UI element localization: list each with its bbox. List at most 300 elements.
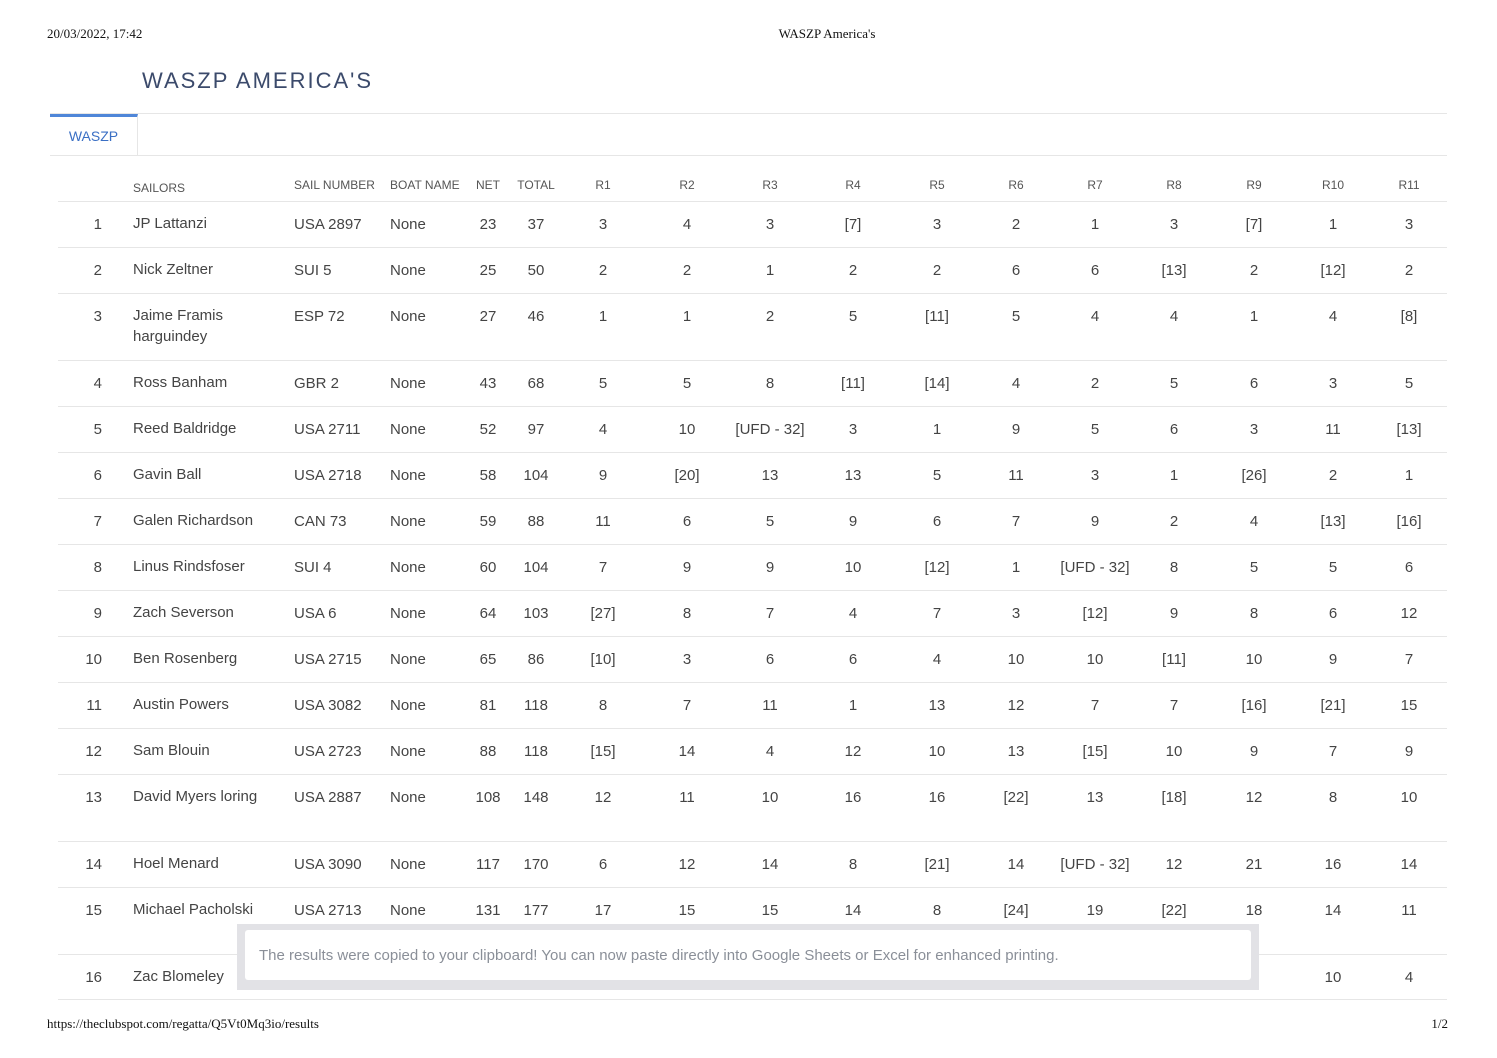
race-result-cell: 5 — [932, 467, 942, 484]
boat-name-cell: None — [390, 375, 426, 392]
race-result-cell: 7 — [1090, 697, 1100, 714]
race-result-cell: 11 — [595, 513, 611, 530]
net-points-cell: 65 — [479, 651, 497, 668]
race-result-cell: 3 — [1249, 421, 1259, 438]
race-result-cell: [14] — [924, 375, 950, 392]
tab-divider — [50, 155, 1447, 156]
race-result-cell: [UFD - 32] — [735, 421, 805, 438]
race-result-cell: 14 — [1007, 856, 1025, 873]
print-page-number: 1/2 — [1431, 1016, 1448, 1031]
net-points-cell: 64 — [479, 605, 497, 622]
race-result-cell: 13 — [1086, 789, 1104, 806]
race-result-cell: [27] — [590, 605, 616, 622]
sail-number-cell: GBR 2 — [294, 375, 340, 392]
column-header: R1 — [595, 178, 611, 192]
position-cell: 9 — [93, 605, 102, 622]
net-points-cell: 88 — [479, 743, 497, 760]
race-result-cell: 10 — [761, 789, 779, 806]
print-date: 20/03/2022, 17:42 — [47, 26, 143, 41]
race-result-cell: 9 — [1169, 605, 1179, 622]
race-result-cell: 9 — [1328, 651, 1338, 668]
table-row — [58, 453, 1447, 499]
column-header: R3 — [762, 178, 778, 192]
race-result-cell: 12 — [1245, 789, 1263, 806]
race-result-cell: 4 — [848, 605, 858, 622]
position-cell: 13 — [85, 789, 102, 806]
net-points-cell: 43 — [479, 375, 497, 392]
table-row — [58, 294, 1447, 361]
race-result-cell: [18] — [1161, 789, 1187, 806]
race-result-cell: [12] — [924, 559, 950, 576]
race-result-cell: 6 — [765, 651, 775, 668]
net-points-cell: 58 — [479, 467, 497, 484]
race-result-cell: 8 — [1328, 789, 1338, 806]
table-row — [58, 591, 1447, 637]
net-points-cell: 60 — [479, 559, 497, 576]
race-result-cell: 11 — [1401, 902, 1417, 919]
race-result-cell: 16 — [844, 789, 862, 806]
sail-number-cell: USA 2715 — [294, 651, 362, 668]
race-result-cell: 6 — [1011, 262, 1021, 279]
race-result-cell: 10 — [678, 421, 696, 438]
race-result-cell: 12 — [844, 743, 862, 760]
race-result-cell: 15 — [1400, 697, 1418, 714]
sailor-name-cell: Ross Banham — [133, 374, 228, 391]
race-result-cell: 6 — [1169, 421, 1179, 438]
boat-name-cell: None — [390, 262, 426, 279]
race-result-cell: 11 — [1325, 421, 1341, 438]
sail-number-cell: SUI 5 — [294, 262, 332, 279]
sailor-name-cell: Sam Blouin — [133, 742, 210, 759]
race-result-cell: 6 — [598, 856, 608, 873]
race-result-cell: 3 — [932, 216, 942, 233]
race-result-cell: 5 — [1328, 559, 1338, 576]
race-result-cell: 9 — [1011, 421, 1021, 438]
column-header: R8 — [1166, 178, 1182, 192]
race-result-cell: 8 — [1169, 559, 1179, 576]
net-points-cell: 117 — [476, 856, 500, 873]
race-result-cell: 6 — [932, 513, 942, 530]
sailor-name-cell: Nick Zeltner — [133, 261, 214, 278]
column-header: SAIL NUMBER — [294, 178, 375, 192]
net-points-cell: 81 — [479, 697, 497, 714]
race-result-cell: 14 — [678, 743, 696, 760]
total-points-cell: 104 — [523, 559, 549, 576]
race-result-cell: 1 — [598, 308, 608, 325]
race-result-cell: 12 — [678, 856, 696, 873]
race-result-cell: [12] — [1082, 605, 1108, 622]
race-result-cell: 7 — [1328, 743, 1338, 760]
race-result-cell: [22] — [1003, 789, 1029, 806]
race-result-cell: 6 — [1249, 375, 1259, 392]
race-result-cell: 5 — [765, 513, 775, 530]
race-result-cell: 15 — [761, 902, 779, 919]
race-result-cell: 7 — [932, 605, 942, 622]
position-cell: 1 — [93, 216, 102, 233]
sail-number-cell: USA 2887 — [294, 789, 362, 806]
toast-message: The results were copied to your clipboard! You can now paste directly into Google Sheets or Excel for enhanced printing. — [245, 930, 1251, 980]
race-result-cell: 2 — [1011, 216, 1021, 233]
race-result-cell: 3 — [848, 421, 858, 438]
position-cell: 6 — [93, 467, 102, 484]
race-result-cell: 9 — [1404, 743, 1414, 760]
sail-number-cell: USA 2711 — [294, 421, 361, 438]
sailor-name-cell: Hoel Menard — [133, 855, 219, 872]
race-result-cell: 8 — [682, 605, 692, 622]
race-result-cell: 16 — [1324, 856, 1342, 873]
sailor-name-cell: Ben Rosenberg — [133, 650, 238, 667]
race-result-cell: 13 — [761, 467, 779, 484]
race-result-cell: [26] — [1241, 467, 1267, 484]
race-result-cell: 1 — [1090, 216, 1100, 233]
race-result-cell: 5 — [1169, 375, 1179, 392]
race-result-cell: 5 — [1404, 375, 1414, 392]
column-header: R7 — [1087, 178, 1103, 192]
race-result-cell: 2 — [1090, 375, 1100, 392]
race-result-cell: 7 — [598, 559, 608, 576]
race-result-cell: 9 — [1249, 743, 1259, 760]
boat-name-cell: None — [390, 743, 426, 760]
race-result-cell: 5 — [1249, 559, 1259, 576]
total-points-cell: 118 — [524, 743, 548, 760]
race-result-cell: 16 — [928, 789, 946, 806]
position-cell: 15 — [85, 902, 102, 919]
race-result-cell: 4 — [1169, 308, 1179, 325]
race-result-cell: 4 — [1404, 969, 1414, 986]
race-result-cell: [10] — [590, 651, 616, 668]
race-result-cell: 1 — [1328, 216, 1338, 233]
race-result-cell: [13] — [1161, 262, 1187, 279]
total-points-cell: 177 — [523, 902, 549, 919]
total-points-cell: 68 — [527, 375, 545, 392]
table-row — [58, 499, 1447, 545]
race-result-cell: 6 — [1328, 605, 1338, 622]
position-cell: 11 — [86, 697, 102, 714]
race-result-cell: 1 — [848, 697, 858, 714]
race-result-cell: 2 — [1169, 513, 1179, 530]
race-result-cell: 2 — [848, 262, 858, 279]
race-result-cell: [8] — [1400, 308, 1418, 325]
race-result-cell: 11 — [762, 697, 778, 714]
net-points-cell: 108 — [475, 789, 501, 806]
race-result-cell: 1 — [765, 262, 775, 279]
sail-number-cell: USA 2897 — [294, 216, 362, 233]
race-result-cell: 11 — [679, 789, 695, 806]
race-result-cell: 4 — [1011, 375, 1021, 392]
race-result-cell: 4 — [1328, 308, 1338, 325]
total-points-cell: 50 — [527, 262, 545, 279]
race-result-cell: 6 — [682, 513, 692, 530]
race-result-cell: [13] — [1396, 421, 1422, 438]
race-result-cell: 6 — [1404, 559, 1414, 576]
position-cell: 14 — [85, 856, 102, 873]
race-result-cell: 1 — [1249, 308, 1259, 325]
total-points-cell: 37 — [527, 216, 545, 233]
race-result-cell: 7 — [682, 697, 692, 714]
column-header: R11 — [1398, 178, 1420, 192]
boat-name-cell: None — [390, 559, 426, 576]
sailor-name-cell: David Myers loring — [133, 788, 258, 805]
race-result-cell: 10 — [1165, 743, 1183, 760]
page-title: WASZP AMERICA'S — [142, 68, 374, 93]
boat-name-cell: None — [390, 605, 426, 622]
race-result-cell: [UFD - 32] — [1060, 559, 1130, 576]
column-header: R5 — [929, 178, 945, 192]
boat-name-cell: None — [390, 216, 426, 233]
race-result-cell: 10 — [1086, 651, 1104, 668]
race-result-cell: 2 — [1404, 262, 1414, 279]
race-result-cell: 2 — [932, 262, 942, 279]
boat-name-cell: None — [390, 467, 426, 484]
race-result-cell: [UFD - 32] — [1060, 856, 1130, 873]
results-table — [58, 166, 1447, 1000]
race-result-cell: 5 — [598, 375, 608, 392]
race-result-cell: 14 — [1400, 856, 1418, 873]
race-result-cell: 2 — [682, 262, 692, 279]
race-result-cell: 3 — [1169, 216, 1179, 233]
race-result-cell: 3 — [765, 216, 775, 233]
race-result-cell: 7 — [765, 605, 775, 622]
position-cell: 8 — [93, 559, 102, 576]
boat-name-cell: None — [390, 697, 426, 714]
net-points-cell: 25 — [479, 262, 497, 279]
race-result-cell: [7] — [1245, 216, 1263, 233]
sail-number-cell: SUI 4 — [294, 559, 332, 576]
column-header: BOAT NAME — [390, 178, 460, 192]
column-header: R4 — [845, 178, 861, 192]
race-result-cell: 5 — [682, 375, 692, 392]
race-result-cell: 1 — [1011, 559, 1021, 576]
net-points-cell: 59 — [479, 513, 497, 530]
race-result-cell: [15] — [590, 743, 616, 760]
race-result-cell: [13] — [1320, 513, 1346, 530]
sail-number-cell: USA 2718 — [294, 467, 362, 484]
net-points-cell: 131 — [475, 902, 501, 919]
race-result-cell: 11 — [1008, 467, 1024, 484]
boat-name-cell: None — [390, 856, 426, 873]
sailor-name-cell: Austin Powers — [133, 696, 229, 713]
net-points-cell: 27 — [479, 308, 497, 325]
position-cell: 16 — [85, 969, 102, 986]
race-result-cell: [21] — [924, 856, 950, 873]
race-result-cell: 8 — [765, 375, 775, 392]
race-result-cell: 1 — [1404, 467, 1414, 484]
race-result-cell: [21] — [1320, 697, 1346, 714]
race-result-cell: [12] — [1320, 262, 1346, 279]
race-result-cell: 9 — [1090, 513, 1100, 530]
sail-number-cell: USA 3090 — [294, 856, 362, 873]
table-row — [58, 545, 1447, 591]
race-result-cell: 12 — [1007, 697, 1025, 714]
sailor-name-cell: Zac Blomeley — [133, 968, 224, 985]
race-result-cell: 14 — [761, 856, 779, 873]
race-result-cell: 7 — [1011, 513, 1021, 530]
boat-name-cell: None — [390, 308, 426, 325]
race-result-cell: [16] — [1396, 513, 1422, 530]
total-points-cell: 170 — [523, 856, 549, 873]
race-result-cell: 4 — [1249, 513, 1259, 530]
sailor-name-cell: Galen Richardson — [133, 512, 254, 529]
race-result-cell: 8 — [848, 856, 858, 873]
sail-number-cell: CAN 73 — [294, 513, 347, 530]
sailor-name-cell: Linus Rindsfoser — [133, 558, 245, 575]
sail-number-cell: USA 6 — [294, 605, 337, 622]
print-url: https://theclubspot.com/regatta/Q5Vt0Mq3io/results — [47, 1016, 319, 1031]
total-points-cell: 86 — [527, 651, 545, 668]
position-cell: 5 — [93, 421, 102, 438]
column-header: R6 — [1008, 178, 1024, 192]
race-result-cell: 2 — [1249, 262, 1259, 279]
race-result-cell: 9 — [598, 467, 608, 484]
position-cell: 3 — [93, 308, 102, 325]
race-result-cell: 3 — [682, 651, 692, 668]
race-result-cell: [15] — [1082, 743, 1108, 760]
table-row — [58, 683, 1447, 729]
boat-name-cell: None — [390, 902, 426, 919]
table-row — [58, 202, 1447, 248]
race-result-cell: 10 — [844, 559, 862, 576]
column-header: NET — [476, 178, 500, 192]
race-result-cell: 1 — [932, 421, 942, 438]
race-result-cell: 4 — [598, 421, 608, 438]
sail-number-cell: ESP 72 — [294, 308, 345, 325]
race-result-cell: 21 — [1245, 856, 1263, 873]
table-row — [58, 775, 1447, 842]
race-result-cell: 18 — [1245, 902, 1263, 919]
race-result-cell: 8 — [1249, 605, 1259, 622]
race-result-cell: [11] — [925, 308, 949, 325]
race-result-cell: 6 — [1090, 262, 1100, 279]
race-result-cell: 5 — [1011, 308, 1021, 325]
race-result-cell: [22] — [1161, 902, 1187, 919]
column-header: SAILORS — [133, 181, 186, 195]
race-result-cell: 1 — [682, 308, 692, 325]
race-result-cell: 13 — [1007, 743, 1025, 760]
race-result-cell: [11] — [841, 375, 865, 392]
race-result-cell: 4 — [682, 216, 692, 233]
race-result-cell: 14 — [844, 902, 862, 919]
race-result-cell: 9 — [682, 559, 692, 576]
total-points-cell: 148 — [523, 789, 549, 806]
race-result-cell: 9 — [765, 559, 775, 576]
race-result-cell: 3 — [1328, 375, 1338, 392]
race-result-cell: [16] — [1241, 697, 1267, 714]
race-result-cell: 2 — [765, 308, 775, 325]
total-points-cell: 104 — [523, 467, 549, 484]
total-points-cell: 97 — [527, 421, 545, 438]
race-result-cell: 3 — [1011, 605, 1021, 622]
race-result-cell: 19 — [1086, 902, 1104, 919]
race-result-cell: 10 — [1400, 789, 1418, 806]
race-result-cell: 8 — [932, 902, 942, 919]
race-result-cell: 2 — [1328, 467, 1338, 484]
table-row — [58, 407, 1447, 453]
race-result-cell: 4 — [1090, 308, 1100, 325]
boat-name-cell: None — [390, 421, 426, 438]
race-result-cell: 13 — [844, 467, 862, 484]
position-cell: 2 — [93, 262, 102, 279]
race-result-cell: [11] — [1162, 651, 1186, 668]
sailor-name-cell: Jaime Framis harguindey — [133, 307, 224, 345]
total-points-cell: 88 — [527, 513, 545, 530]
race-result-cell: 3 — [598, 216, 608, 233]
race-result-cell: 1 — [1169, 467, 1179, 484]
race-result-cell: 10 — [1245, 651, 1263, 668]
race-result-cell: 10 — [928, 743, 946, 760]
race-result-cell: 5 — [1090, 421, 1100, 438]
column-header: TOTAL — [517, 178, 555, 192]
net-points-cell: 52 — [479, 421, 497, 438]
race-result-cell: 5 — [848, 308, 858, 325]
column-header: R9 — [1246, 178, 1262, 192]
race-result-cell: 8 — [598, 697, 608, 714]
race-result-cell: 13 — [928, 697, 946, 714]
race-result-cell: 9 — [848, 513, 858, 530]
print-document-title: WASZP America's — [778, 26, 876, 41]
table-row — [58, 248, 1447, 294]
race-result-cell: 2 — [598, 262, 608, 279]
race-result-cell: 10 — [1324, 969, 1342, 986]
race-result-cell: 10 — [1007, 651, 1025, 668]
sailor-name-cell: JP Lattanzi — [133, 215, 207, 232]
race-result-cell: [7] — [844, 216, 862, 233]
total-points-cell: 118 — [524, 697, 548, 714]
position-cell: 4 — [93, 375, 102, 392]
table-row — [58, 361, 1447, 407]
sail-number-cell: USA 2723 — [294, 743, 362, 760]
table-row — [58, 842, 1447, 888]
race-result-cell: 17 — [594, 902, 612, 919]
total-points-cell: 103 — [523, 605, 549, 622]
clipboard-toast — [237, 924, 1259, 990]
race-result-cell: 4 — [765, 743, 775, 760]
boat-name-cell: None — [390, 513, 426, 530]
title-divider — [50, 113, 1447, 114]
race-result-cell: 7 — [1169, 697, 1179, 714]
race-result-cell: 15 — [678, 902, 696, 919]
sailor-name-cell: Zach Severson — [133, 604, 234, 621]
table-row — [58, 637, 1447, 683]
race-result-cell: 12 — [1400, 605, 1418, 622]
race-result-cell: 7 — [1404, 651, 1414, 668]
race-result-cell: [24] — [1003, 902, 1029, 919]
race-result-cell: 12 — [1165, 856, 1183, 873]
tab-waszp[interactable]: WASZP — [50, 114, 138, 155]
table-body — [58, 202, 1447, 1000]
table-header-row — [58, 166, 1447, 202]
column-header: R2 — [679, 178, 695, 192]
sail-number-cell: USA 2713 — [294, 902, 362, 919]
boat-name-cell: None — [390, 651, 426, 668]
table-row — [58, 729, 1447, 775]
race-result-cell: 3 — [1404, 216, 1414, 233]
total-points-cell: 46 — [527, 308, 545, 325]
sailor-name-cell: Reed Baldridge — [133, 420, 237, 437]
race-result-cell: 14 — [1324, 902, 1342, 919]
column-header: R10 — [1321, 178, 1344, 192]
sailor-name-cell: Gavin Ball — [133, 466, 202, 483]
sail-number-cell: USA 3082 — [294, 697, 362, 714]
race-result-cell: 12 — [594, 789, 612, 806]
boat-name-cell: None — [390, 789, 426, 806]
net-points-cell: 23 — [479, 216, 497, 233]
race-result-cell: 4 — [932, 651, 942, 668]
position-cell: 7 — [93, 513, 102, 530]
position-cell: 12 — [85, 743, 102, 760]
race-result-cell: 6 — [848, 651, 858, 668]
race-result-cell: [20] — [674, 467, 700, 484]
race-result-cell: 3 — [1090, 467, 1100, 484]
